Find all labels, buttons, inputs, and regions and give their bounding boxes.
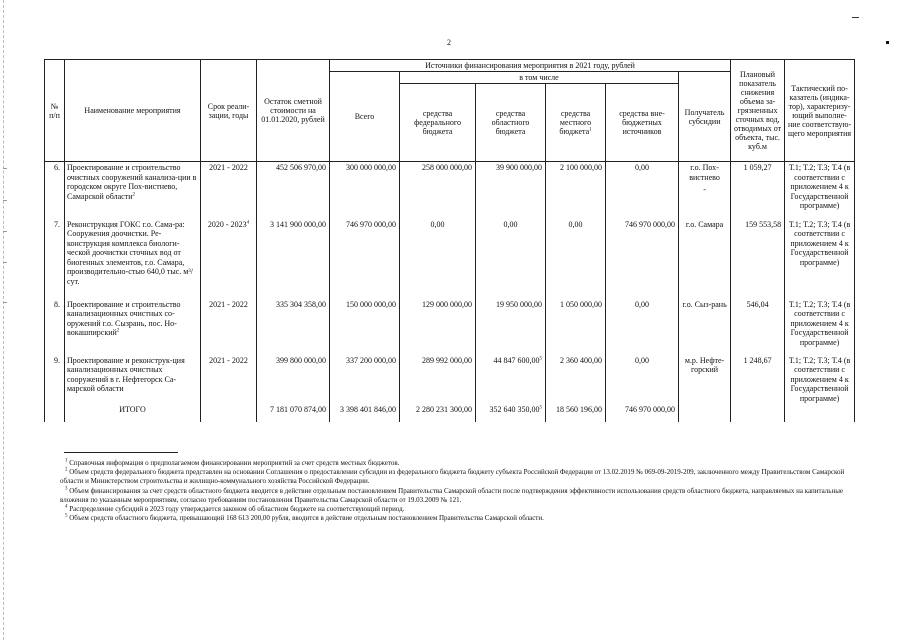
cell-total: 746 970 000,00 <box>330 219 400 299</box>
header-period: Срок реали-зации, годы <box>201 60 257 162</box>
cell-total: 150 000 000,00 <box>330 299 400 355</box>
header-name: Наименование мероприятия <box>65 60 201 162</box>
header-including: в том числе <box>400 72 679 84</box>
total-local: 18 560 196,00 <box>546 404 606 422</box>
table-row <box>45 162 855 219</box>
cell-period: 2021 - 2022 <box>201 162 257 219</box>
cell-tactical: Т.1; Т.2; Т.3; Т.4 (в соответствии с приложением 4 к Государственной программе) <box>785 162 855 219</box>
cell-name: Реконструкция ГОКС г.о. Сама-ра: Сооружения доочистки. Ре-конструкция комплекса биологи-ческой доочистки сточных вод от биогенных элементов, г.о. Самара, производительно-стью 640,0 тыс. м³/сут. <box>65 219 201 299</box>
footnote-separator <box>64 452 178 453</box>
cell-name: Проектирование и строительство очистных сооружений канализа-ции в городском округе Пох-вистнево, Самарской области$^2$ <box>65 162 201 219</box>
cell-remainder: 399 800 000,00 <box>257 355 330 405</box>
header-remainder: Остаток сметной стоимости на 01.01.2020, рублей <box>257 60 330 162</box>
cell-federal: 129 000 000,00 <box>400 299 476 355</box>
scan-tick <box>3 200 7 201</box>
table-row <box>45 219 855 299</box>
total-extra: 746 970 000,00 <box>606 404 679 422</box>
cell-no: 6. <box>45 162 65 219</box>
cell-regional: 19 950 000,00 <box>476 299 546 355</box>
cell-recipient: м.р. Нефте-горский <box>679 355 731 405</box>
cell-total: 337 200 000,00 <box>330 355 400 405</box>
header-extra: средства вне-бюджетных источников <box>606 84 679 162</box>
cell-extra: 0,00 <box>606 355 679 405</box>
cell-period: 2020 - 2023$^4$ <box>201 219 257 299</box>
cell-planned: 159 553,58 <box>731 219 785 299</box>
cell-recipient: г.о. Пох-вистнево - <box>679 162 731 219</box>
total-row <box>45 404 855 422</box>
cell-recipient: г.о. Самара <box>679 219 731 299</box>
cell-extra: 0,00 <box>606 162 679 219</box>
cell-extra: 0,00 <box>606 299 679 355</box>
cell-remainder: 3 141 900 000,00 <box>257 219 330 299</box>
header-federal: средства федерального бюджета <box>400 84 476 162</box>
cell-local: 2 360 400,00 <box>546 355 606 405</box>
header-regional: средства областного бюджета <box>476 84 546 162</box>
cell-period: 2021 - 2022 <box>201 355 257 405</box>
footnote: $^1$ Справочная информация о предполагаемом финансировании мероприятий за счет средств местных бюджетов. <box>65 458 400 467</box>
scan-tick <box>3 262 7 263</box>
footnote: $^3$ Объем финансирования за счет средств областного бюджета вводится в действие отдельным постановлением Правительства Самарской области после подтверждения эффективности использования средств областного бюджета, направляемых на капитальные вложения по указанным мероприятиям, согласно требованиям постановления Правительства Самарской области от 19.03.2009 № 121. <box>60 486 844 504</box>
cell-remainder: 452 506 970,00 <box>257 162 330 219</box>
cell-extra: 746 970 000,00 <box>606 219 679 299</box>
scan-left-edge <box>3 0 4 640</box>
cell-federal: 258 000 000,00 <box>400 162 476 219</box>
table-header <box>45 60 855 162</box>
cell-local: 1 050 000,00 <box>546 299 606 355</box>
total-remainder: 7 181 070 874,00 <box>257 404 330 422</box>
header-planned: Плановый показатель снижения объема за-грязненных сточных вод, отводимых от объекта, тыс. куб.м <box>731 60 785 162</box>
scan-tick <box>3 231 7 232</box>
header-local: средства местного бюджета$^1$ <box>546 84 606 162</box>
cell-regional: 0,00 <box>476 219 546 299</box>
cell-tactical: Т.1; Т.2; Т.3; Т.4 (в соответствии с приложением 4 к Государственной программе) <box>785 219 855 299</box>
total-label: ИТОГО <box>65 404 201 422</box>
table-row <box>45 299 855 355</box>
header-tactical: Тактический по-казатель (индика-тор), характеризу-ющий выполне-ние соответствую-щего мероприятия <box>785 60 855 162</box>
cell-name: Проектирование и строительство канализационных очистных со-оружений г.о. Сызрань, пос. Но-вокашпирский$^2$ <box>65 299 201 355</box>
scan-mark <box>852 17 859 18</box>
cell-planned: 1 248,67 <box>731 355 785 405</box>
total-regional: 352 640 350,00$^5$ <box>476 404 546 422</box>
header-total: Всего <box>330 72 400 162</box>
cell-regional: 39 900 000,00 <box>476 162 546 219</box>
cell-local: 2 100 000,00 <box>546 162 606 219</box>
financing-table <box>44 59 855 422</box>
cell-no: 7. <box>45 219 65 299</box>
cell-total: 300 000 000,00 <box>330 162 400 219</box>
footnote: $^5$ Объем средств областного бюджета, превышающий 168 613 200,00 рубля, вводится в действие отдельным постановлением Правительства Самарской области. <box>65 513 544 523</box>
cell-recipient: г.о. Сыз-рань <box>679 299 731 355</box>
header-no: № п/п <box>45 60 65 162</box>
cell-name: Проектирование и реконструк-ция канализационных очистных сооружений в г. Нефтегорск Са-марской области <box>65 355 201 405</box>
scan-tick <box>3 302 7 303</box>
total-total: 3 398 401 846,00 <box>330 404 400 422</box>
cell-planned: 1 059,27 <box>731 162 785 219</box>
cell-planned: 546,04 <box>731 299 785 355</box>
header-recipient: Получатель субсидии <box>679 72 731 162</box>
cell-remainder: 335 304 358,00 <box>257 299 330 355</box>
scan-tick <box>3 168 7 169</box>
cell-no: 9. <box>45 355 65 405</box>
cell-period: 2021 - 2022 <box>201 299 257 355</box>
table-row <box>45 355 855 405</box>
cell-tactical: Т.1; Т.2; Т.3; Т.4 (в соответствии с приложением 4 к Государственной программе) <box>785 355 855 405</box>
cell-federal: 0,00 <box>400 219 476 299</box>
cell-regional: 44 847 600,00$^5$ <box>476 355 546 405</box>
scan-dot <box>886 41 889 44</box>
cell-no: 8. <box>45 299 65 355</box>
cell-federal: 289 992 000,00 <box>400 355 476 405</box>
cell-local: 0,00 <box>546 219 606 299</box>
footnotes <box>60 459 860 523</box>
footnote: $^2$ Объем средств федерального бюджета представлен на основании Соглашения о предоставлении субсидии из федерального бюджета бюджету субъекта Российской Федерации от 13.02.2019 № 069-09-2019-209, заключенного между Правительством Самарской области и Министерством строительства и жилищно-коммунального хозяйства Российской Федерации. <box>60 467 845 486</box>
page-number: 2 <box>447 38 451 47</box>
header-sources: Источники финансирования мероприятия в 2021 году, рублей <box>330 60 731 72</box>
cell-tactical: Т.1; Т.2; Т.3; Т.4 (в соответствии с приложением 4 к Государственной программе) <box>785 299 855 355</box>
footnote: $^4$ Распределение субсидий в 2023 году утверждается законом об областном бюджете на соответствующий период. <box>65 504 405 514</box>
total-federal: 2 280 231 300,00 <box>400 404 476 422</box>
